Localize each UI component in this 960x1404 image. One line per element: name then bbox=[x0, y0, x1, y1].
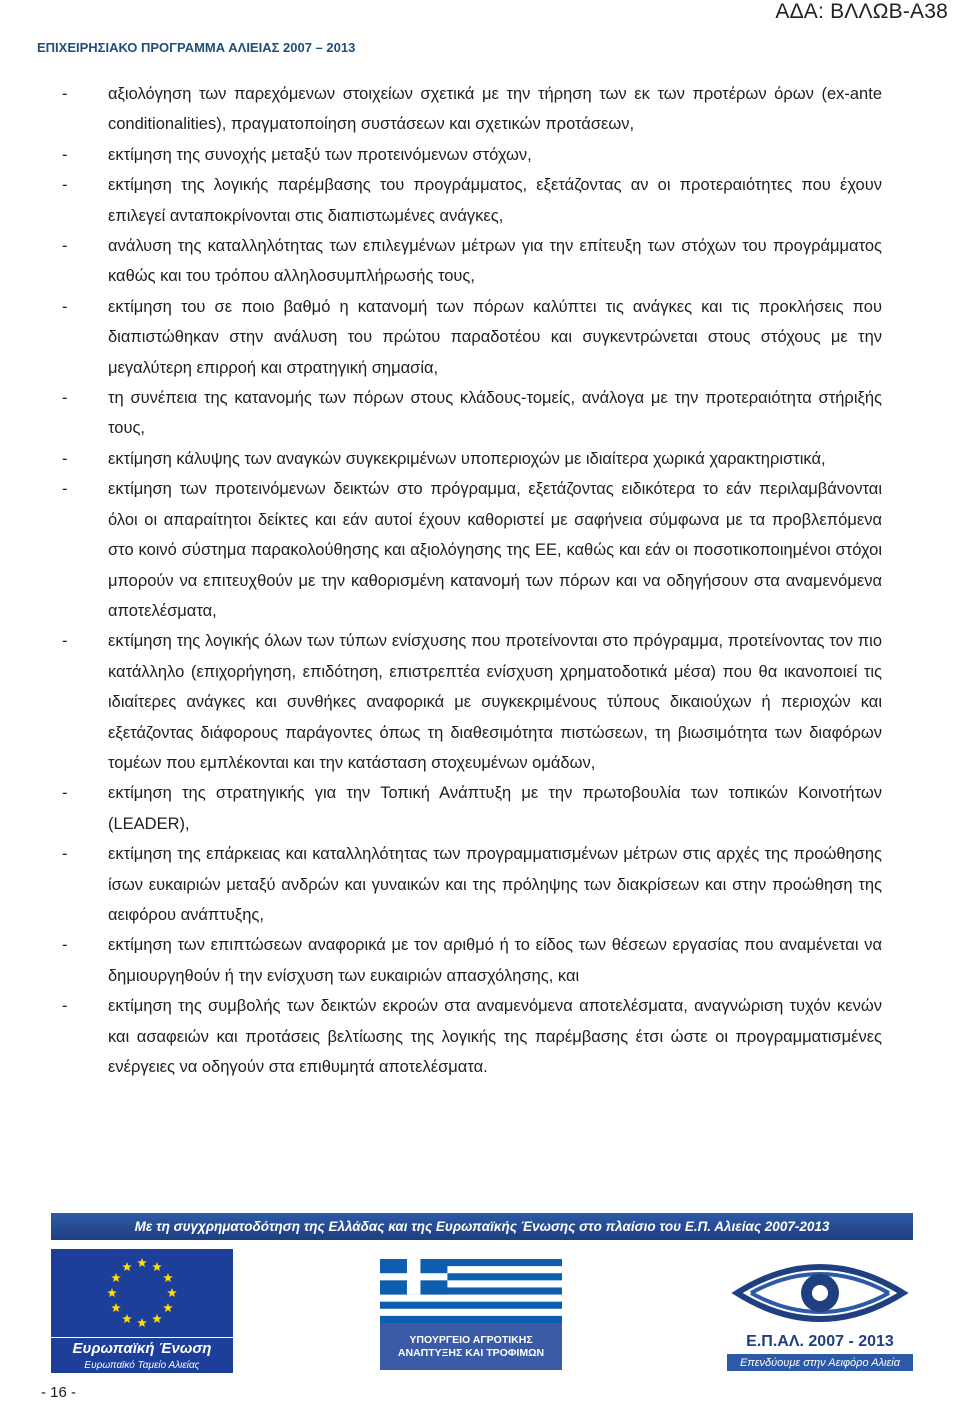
ministry-line-1: ΥΠΟΥΡΓΕΙΟ ΑΓΡΟΤΙΚΗΣ bbox=[409, 1333, 533, 1346]
bullet-dash: - bbox=[62, 449, 68, 468]
bullet-dash: - bbox=[62, 997, 68, 1016]
list-item-text: εκτίμηση της στρατηγικής για την Τοπική Ανάπτυξη με την πρωτοβουλία των τοπικών Κοινοτήτων (LEADER), bbox=[108, 784, 882, 833]
program-header: ΕΠΙΧΕΙΡΗΣΙΑΚΟ ΠΡΟΓΡΑΜΜΑ ΑΛΙΕΙΑΣ 2007 – 2013 bbox=[37, 40, 356, 55]
list-item-text: εκτίμηση των προτεινόμενων δεικτών στο πρόγραμμα, εξετάζοντας ειδικότερα το εάν περιλαμβάνονται όλοι οι απαραίτητοι δείκτες και εάν αυτοί έχουν καθοριστεί με σαφήνεια σύμφωνα με τα προβλεπόμενα στο κοινό σύστημα παρακολούθησης και αξιολόγησης της ΕΕ, καθώς και εάν οι ποσοτικοποιημένοι στόχοι μπορούν να επιτευχθούν με την καθορισμένη κατανομή των πόρων και να οδηγήσουν στα αναμενόμενα αποτελέσματα, bbox=[108, 480, 882, 620]
list-item-text: αξιολόγηση των παρεχόμενων στοιχείων σχετικά με την τήρηση των εκ των προτέρων όρων (ex-ante conditionalities), πραγματοποίηση συστάσεων και σχετικών προτάσεων, bbox=[108, 85, 882, 134]
list-item bbox=[62, 778, 882, 839]
evaluation-criteria-list bbox=[62, 79, 882, 1082]
eu-name: Ευρωπαϊκή Ένωση bbox=[51, 1338, 233, 1358]
list-item-text: εκτίμηση των επιπτώσεων αναφορικά με τον αριθμό ή το είδος των θέσεων εργασίας που αναμένεται να δημιουργηθούν ή την ενίσχυση των ευκαιριών απασχόλησης, και bbox=[108, 936, 882, 985]
list-item bbox=[62, 79, 882, 140]
list-item-text: εκτίμηση κάλυψης των αναγκών συγκεκριμένων υποπεριοχών με ιδιαίτερα χωρικά χαρακτηριστικά, bbox=[108, 449, 826, 468]
list-item-text: εκτίμηση της λογικής όλων των τύπων ενίσχυσης που προτείνονται στο πρόγραμμα, προτείνοντας τον πιο κατάλληλο (επιχορήγηση, επιδότηση, επιστρεπτέα ενίσχυση χρηματοδοτικά μέσα) που θα ικανοποιεί τις ιδιαίτερες ανάγκες και συνθήκες αναφορικά με συγκεκριμένους τύπους δικαιούχων ή περιοχών και εξετάζοντας διάφορους παράγοντες όπως τη διαθεσιμότητα πιστώσεων, τη βιωσιμότητα των διαφόρων τομέων που εμπλέκονται και την κατάσταση στοχευμένων ομάδων, bbox=[108, 632, 882, 772]
list-item-text: εκτίμηση της επάρκειας και καταλληλότητας των προγραμματισμένων μέτρων στις αρχές της προώθησης ίσων ευκαιριών μεταξύ ανδρών και γυναικών και της πρόληψης των διακρίσεων και στην προώθηση της αειφόρου ανάπτυξης, bbox=[108, 845, 882, 924]
bullet-dash: - bbox=[62, 237, 68, 256]
epal-logo bbox=[727, 1249, 913, 1373]
bullet-dash: - bbox=[62, 784, 68, 803]
eu-flag-icon bbox=[51, 1249, 233, 1337]
eu-logo bbox=[51, 1249, 233, 1373]
bullet-dash: - bbox=[62, 297, 68, 316]
ministry-line-2: ΑΝΑΠΤΥΞΗΣ ΚΑΙ ΤΡΟΦΙΜΩΝ bbox=[397, 1346, 545, 1359]
bullet-dash: - bbox=[62, 632, 68, 651]
bullet-dash: - bbox=[62, 145, 68, 164]
cofunding-banner: Με τη συγχρηματοδότηση της Ελλάδας και της Ευρωπαϊκής Ένωσης στο πλαίσιο του Ε.Π. Αλιείας 2007-2013 bbox=[51, 1213, 913, 1240]
eye-icon bbox=[727, 1249, 913, 1331]
list-item-text: ανάλυση της καταλληλότητας των επιλεγμένων μέτρων για την επίτευξη των στόχων του προγράμματος καθώς και του τρόπου αλληλοσυμπλήρωσής τους, bbox=[108, 237, 882, 286]
list-item-text: τη συνέπεια της κατανομής των πόρων στους κλάδους-τομείς, ανάλογα με την προτεραιότητα στήριξής τους, bbox=[108, 389, 882, 438]
list-item-text: εκτίμηση του σε ποιο βαθμό η κατανομή των πόρων καλύπτει τις ανάγκες και τις προκλήσεις που διαπιστώθηκαν στην ανάλυση του πρώτου παραδοτέου και συγκεντρώνεται στους στόχους με την μεγαλύτερη επιρροή και στρατηγική σημασία, bbox=[108, 297, 882, 377]
page-number: - 16 - bbox=[41, 1384, 77, 1401]
list-item bbox=[62, 930, 882, 991]
ministry-logo bbox=[380, 1323, 562, 1370]
list-item bbox=[62, 444, 882, 474]
list-item bbox=[62, 140, 882, 170]
list-item bbox=[62, 231, 882, 292]
list-item bbox=[62, 626, 882, 778]
eu-fund-name: Ευρωπαϊκό Ταμείο Αλιείας bbox=[51, 1358, 233, 1373]
list-item-text: εκτίμηση της λογικής παρέμβασης του προγράμματος, εξετάζοντας αν οι προτεραιότητες που έχουν επιλεγεί ανταποκρίνονται στις διαπιστωμένες ανάγκες, bbox=[108, 176, 882, 225]
bullet-dash: - bbox=[62, 85, 68, 103]
bullet-dash: - bbox=[62, 389, 68, 408]
bullet-dash: - bbox=[62, 936, 68, 955]
epal-title: Ε.Π.ΑΛ. 2007 - 2013 bbox=[746, 1333, 894, 1350]
list-item bbox=[62, 292, 882, 383]
epal-tagline: Επενδύουμε στην Αειφόρο Αλιεία bbox=[727, 1354, 913, 1371]
list-item bbox=[62, 383, 882, 444]
bullet-dash: - bbox=[62, 176, 68, 195]
list-item bbox=[62, 170, 882, 231]
list-item bbox=[62, 839, 882, 930]
list-item bbox=[62, 991, 882, 1082]
list-item-text: εκτίμηση της συμβολής των δεικτών εκροών στα αναμενόμενα αποτελέσματα, αναγνώριση τυχόν κενών και ασαφειών και προτάσεις βελτίωσης της λογικής της παρέμβασης έτσι ώστε οι προγραμματισμένες ενέργειες να οδηγούν στα επιθυμητά αποτελέσματα. bbox=[108, 997, 882, 1076]
greek-flag-icon bbox=[380, 1259, 562, 1323]
ada-code: ΑΔΑ: ΒΛΛΩΒ-Α38 bbox=[775, 0, 948, 23]
bullet-dash: - bbox=[62, 480, 68, 499]
list-item-text: εκτίμηση της συνοχής μεταξύ των προτεινόμενων στόχων, bbox=[108, 145, 532, 164]
bullet-dash: - bbox=[62, 845, 68, 864]
list-item bbox=[62, 474, 882, 626]
